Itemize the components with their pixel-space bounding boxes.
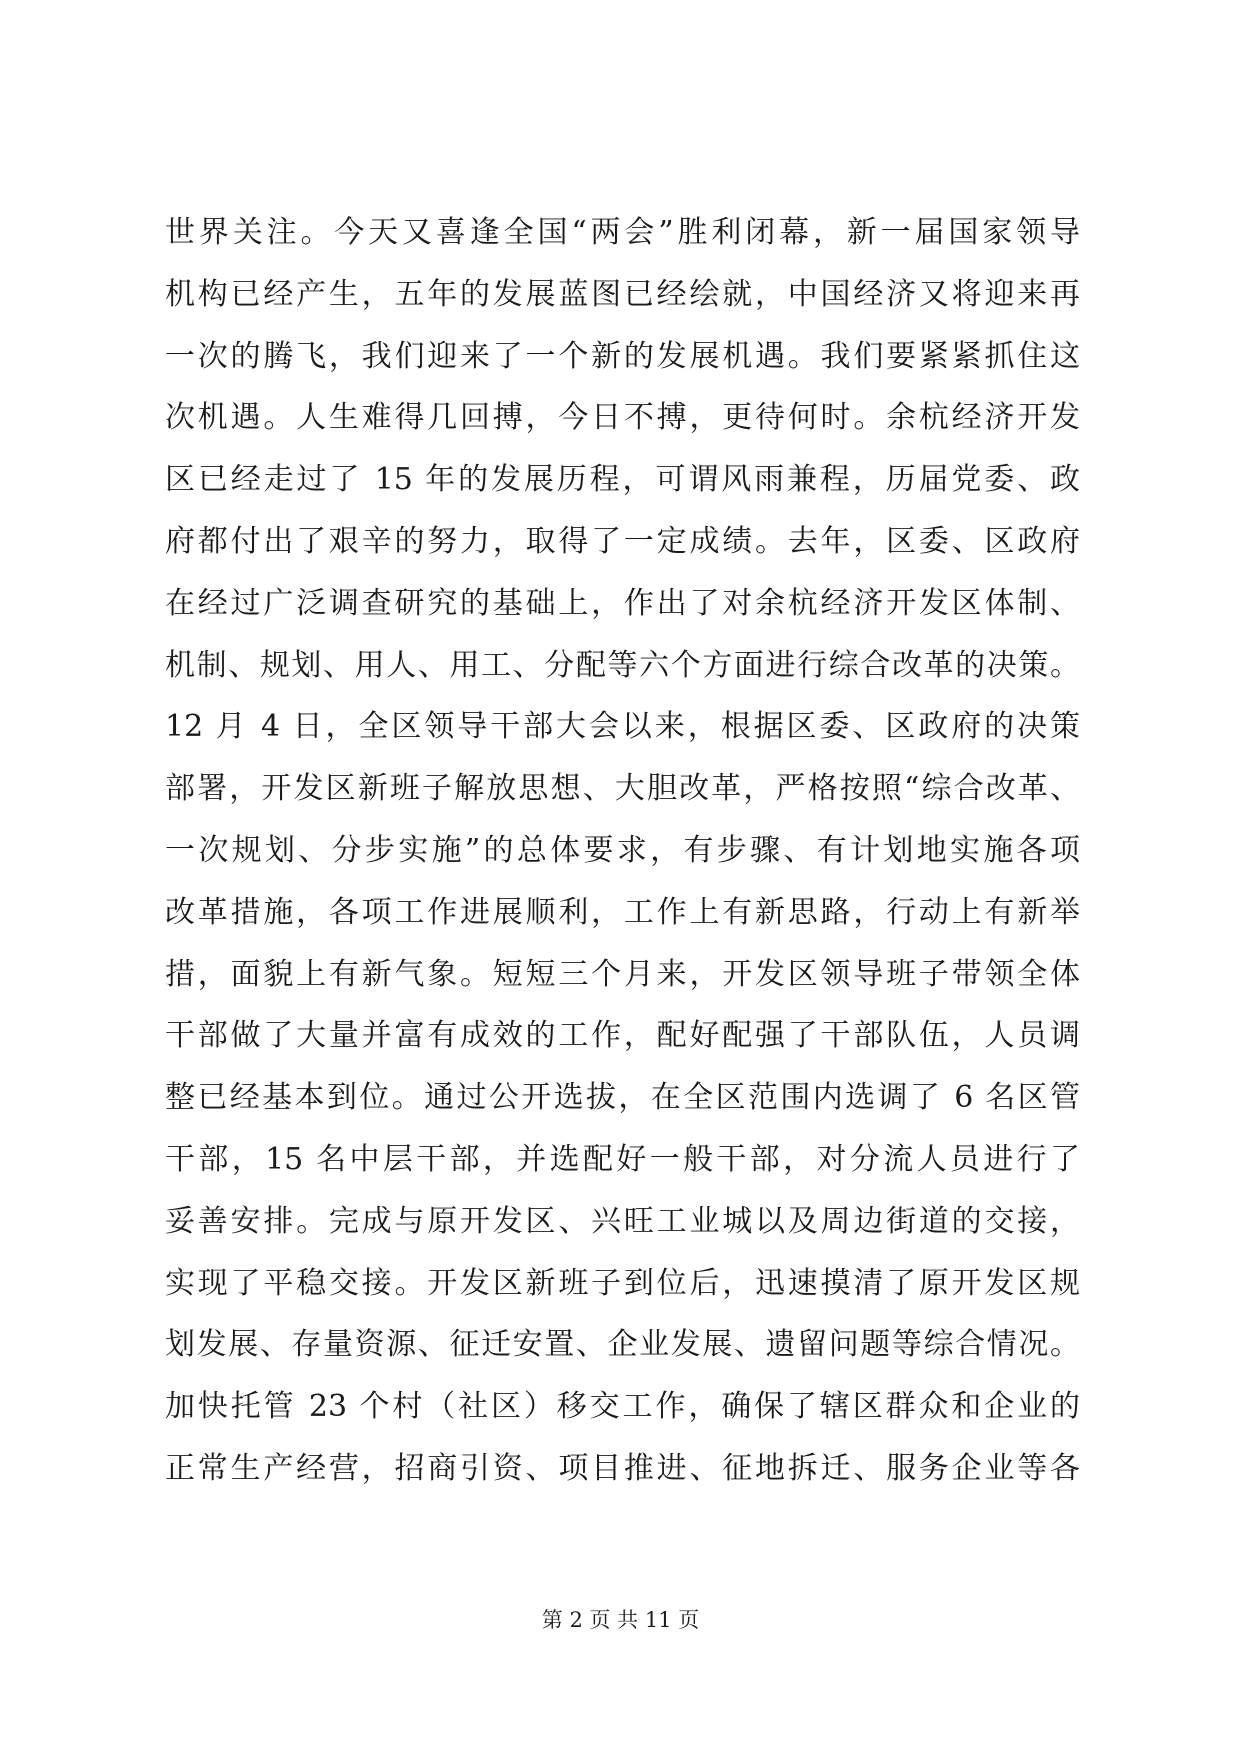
text-line: 在经过广泛调查研究的基础上，作出了对余杭经济开发区体制、	[165, 585, 1080, 621]
text-line: 加快托管 23 个村（社区）移交工作，确保了辖区群众和企业的	[165, 1389, 1080, 1425]
text-line: 措，面貌上有新气象。短短三个月来，开发区领导班子带领全体	[165, 956, 1080, 992]
text-line: 正常生产经营，招商引资、项目推进、征地拆迁、服务企业等各	[165, 1450, 1080, 1486]
text-line: 划发展、存量资源、征迁安置、企业发展、遗留问题等综合情况。	[165, 1327, 1080, 1363]
text-line: 干部做了大量并富有成效的工作，配好配强了干部队伍，人员调	[165, 1018, 1080, 1054]
page-number-footer: 第 2 页 共 11 页	[541, 1608, 700, 1632]
text-line: 妥善安排。完成与原开发区、兴旺工业城以及周边街道的交接，	[165, 1203, 1080, 1239]
body-text	[165, 202, 1080, 1500]
text-line: 改革措施，各项工作进展顺利，工作上有新思路，行动上有新举	[165, 894, 1080, 930]
text-line: 实现了平稳交接。开发区新班子到位后，迅速摸清了原开发区规	[165, 1265, 1080, 1301]
text-line: 整已经基本到位。通过公开选拔，在全区范围内选调了 6 名区管	[165, 1080, 1080, 1116]
text-line: 一次的腾飞，我们迎来了一个新的发展机遇。我们要紧紧抓住这	[165, 338, 1080, 374]
text-line: 机制、规划、用人、用工、分配等六个方面进行综合改革的决策。	[165, 647, 1080, 683]
text-line: 世界关注。今天又喜逢全国“两会”胜利闭幕，新一届国家领导	[165, 215, 1080, 250]
text-line: 机构已经产生，五年的发展蓝图已经绘就，中国经济又将迎来再	[165, 276, 1080, 312]
text-line: 部署，开发区新班子解放思想、大胆改革，严格按照“综合改革、	[165, 771, 1080, 807]
text-line: 12 月 4 日，全区领导干部大会以来，根据区委、区政府的决策	[165, 709, 1080, 745]
text-line: 府都付出了艰辛的努力，取得了一定成绩。去年，区委、区政府	[165, 523, 1080, 559]
text-line: 区已经走过了 15 年的发展历程，可谓风雨兼程，历届党委、政	[165, 462, 1080, 498]
text-line: 次机遇。人生难得几回搏，今日不搏，更待何时。余杭经济开发	[165, 400, 1080, 436]
text-line: 一次规划、分步实施”的总体要求，有步骤、有计划地实施各项	[165, 832, 1080, 868]
text-line: 干部，15 名中层干部，并选配好一般干部，对分流人员进行了	[165, 1141, 1080, 1177]
